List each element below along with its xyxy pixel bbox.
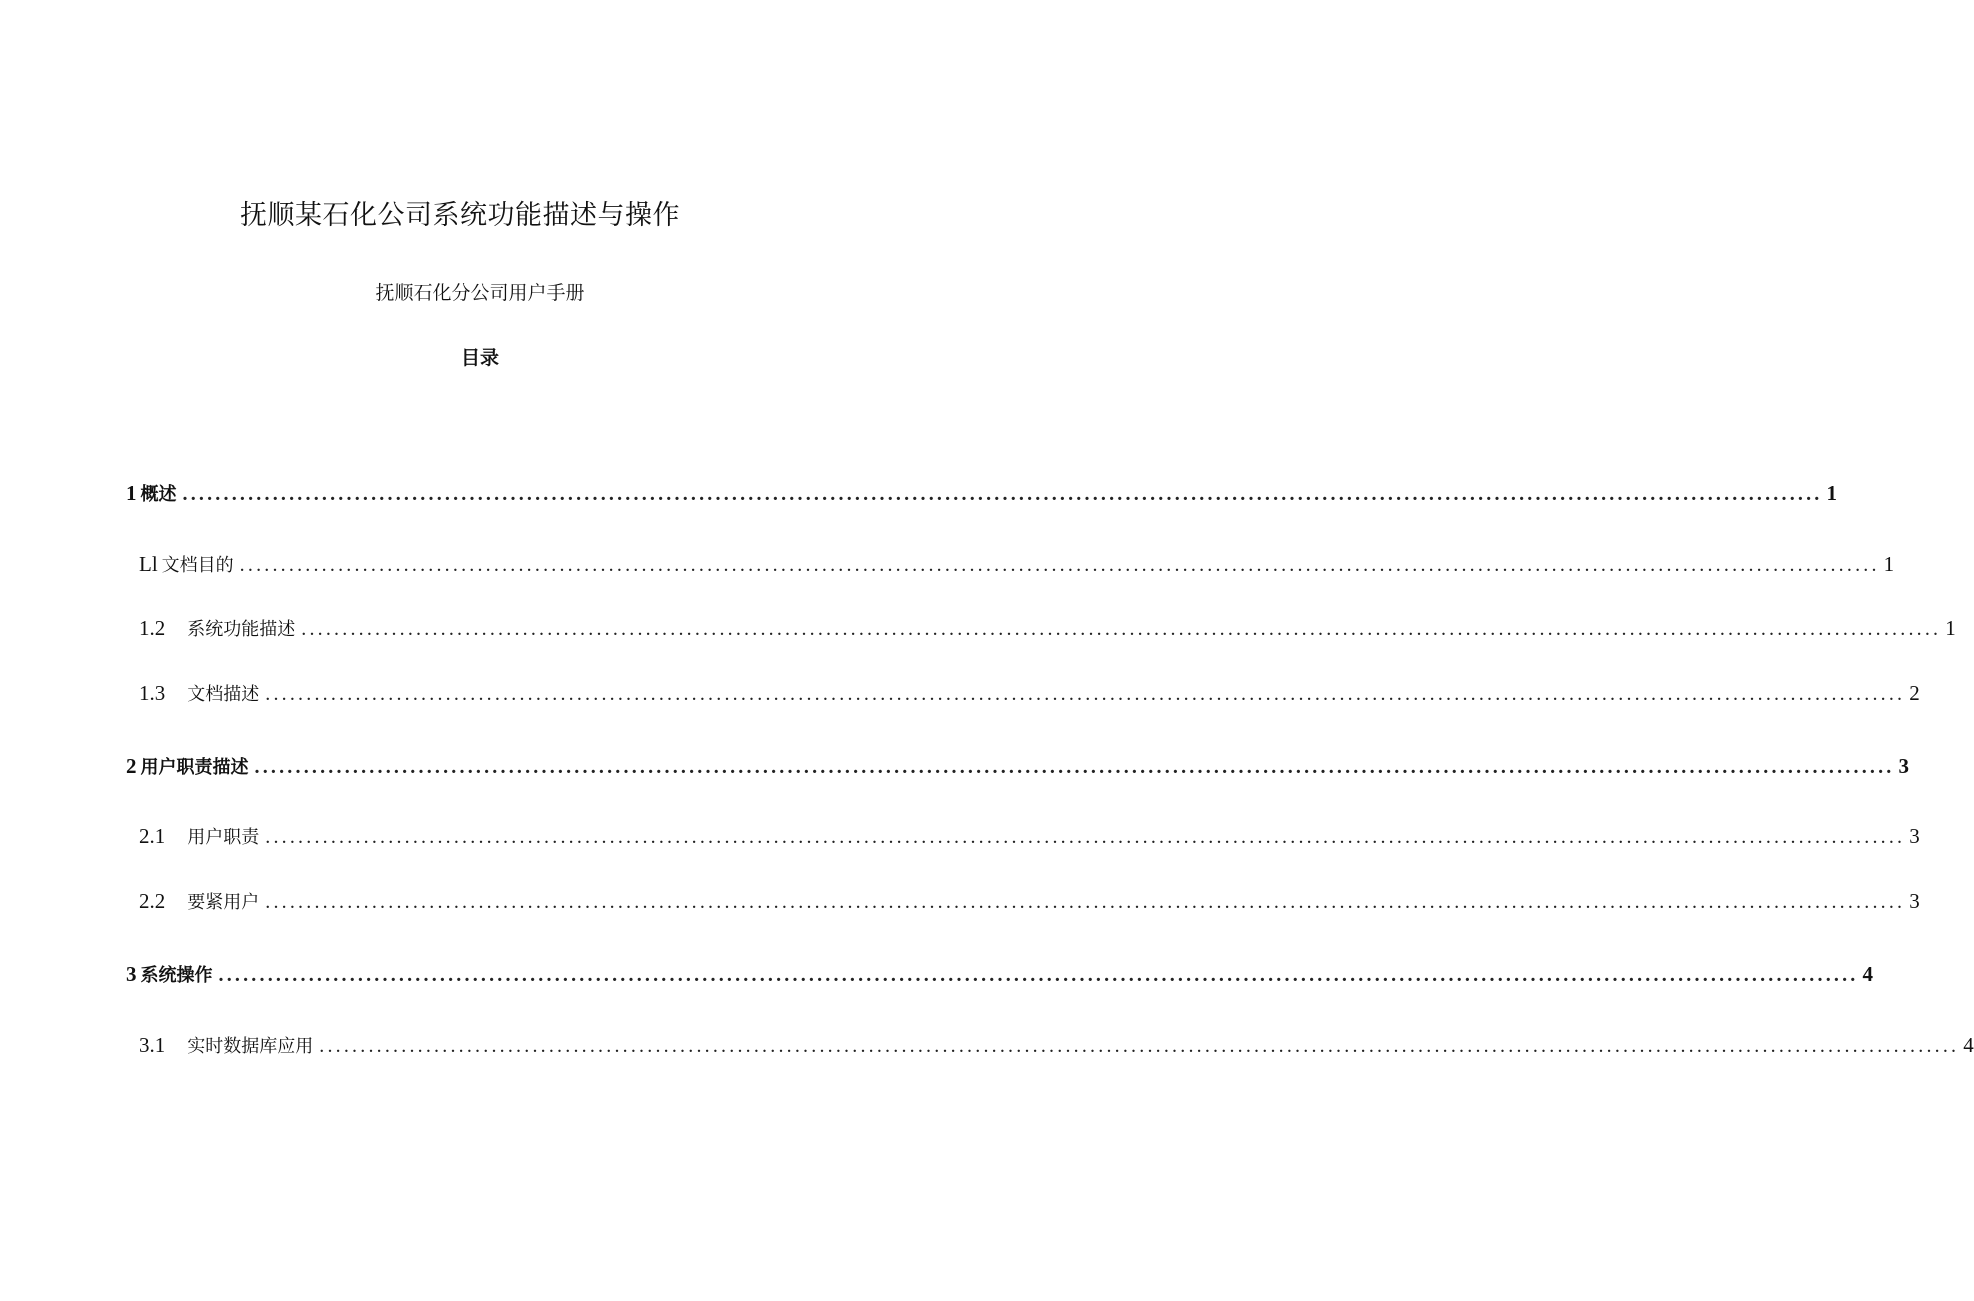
toc-entry-number: 2.2 — [139, 889, 166, 913]
toc-entry-page: 1 — [1826, 481, 1837, 505]
toc-entry-3-1[interactable] — [139, 1029, 1974, 1061]
toc-entry-page: 4 — [1862, 962, 1873, 986]
toc-entry-title: 要紧用户 — [187, 892, 260, 913]
toc-entry-page: 2 — [1909, 681, 1920, 705]
toc-dot-leader: ........................................................................................................................................................................................................ — [218, 964, 1859, 986]
toc-entry-3[interactable] — [126, 958, 1873, 990]
toc-entry-page: 3 — [1909, 889, 1920, 913]
toc-heading: 目录 — [460, 347, 499, 369]
toc-entry-number: 3 — [126, 962, 137, 986]
toc-entry-1-1[interactable] — [139, 548, 1895, 580]
toc-entry-number: 2 — [126, 754, 137, 778]
toc-entry-2-2[interactable] — [139, 885, 1920, 917]
toc-entry-title: 用户职责 — [187, 827, 260, 848]
toc-entry-number: 1.2 — [139, 616, 166, 640]
toc-dot-leader: ........................................................................................................................................................................................................ — [265, 826, 1906, 848]
toc-dot-leader: ........................................................................................................................................................................................................ — [301, 618, 1942, 640]
toc-dot-leader: ........................................................................................................................................................................................................ — [265, 683, 1906, 705]
toc-entry-page: 3 — [1898, 754, 1909, 778]
toc-entry-1[interactable] — [126, 477, 1837, 509]
toc-entry-number: 3.1 — [139, 1033, 166, 1057]
toc-entry-1-3[interactable] — [139, 677, 1920, 709]
toc-entry-title: 用户职责描述 — [140, 757, 249, 778]
toc-entry-title: 文档目的 — [161, 555, 234, 576]
toc-dot-leader: ........................................................................................................................................................................................................ — [239, 554, 1880, 576]
toc-entry-page: 3 — [1909, 824, 1920, 848]
toc-entry-page: 1 — [1945, 616, 1956, 640]
toc-entry-number: 2.1 — [139, 824, 166, 848]
toc-entry-title: 概述 — [140, 484, 177, 505]
toc-entry-title: 文档描述 — [187, 684, 260, 705]
toc-entry-2[interactable] — [126, 750, 1909, 782]
toc-entry-number: Ll — [139, 552, 158, 576]
toc-entry-page: 1 — [1883, 552, 1895, 576]
toc-dot-leader: ........................................................................................................................................................................................................ — [182, 483, 1823, 505]
toc-entry-page: 4 — [1963, 1033, 1974, 1057]
toc-entry-title: 系统操作 — [140, 965, 213, 986]
toc-entry-number: 1 — [126, 481, 137, 505]
toc-entry-title: 实时数据库应用 — [187, 1036, 314, 1057]
toc-entry-1-2[interactable] — [139, 612, 1956, 644]
toc-entry-title: 系统功能描述 — [187, 619, 296, 640]
document-title: 抚顺某石化公司系统功能描述与操作 — [240, 200, 680, 231]
toc-dot-leader: ........................................................................................................................................................................................................ — [265, 891, 1906, 913]
toc-entry-2-1[interactable] — [139, 820, 1920, 852]
toc-entry-number: 1.3 — [139, 681, 166, 705]
document-subtitle: 抚顺石化分公司用户手册 — [375, 282, 585, 304]
toc-dot-leader: ........................................................................................................................................................................................................ — [319, 1035, 1960, 1057]
toc-dot-leader: ........................................................................................................................................................................................................ — [254, 756, 1895, 778]
